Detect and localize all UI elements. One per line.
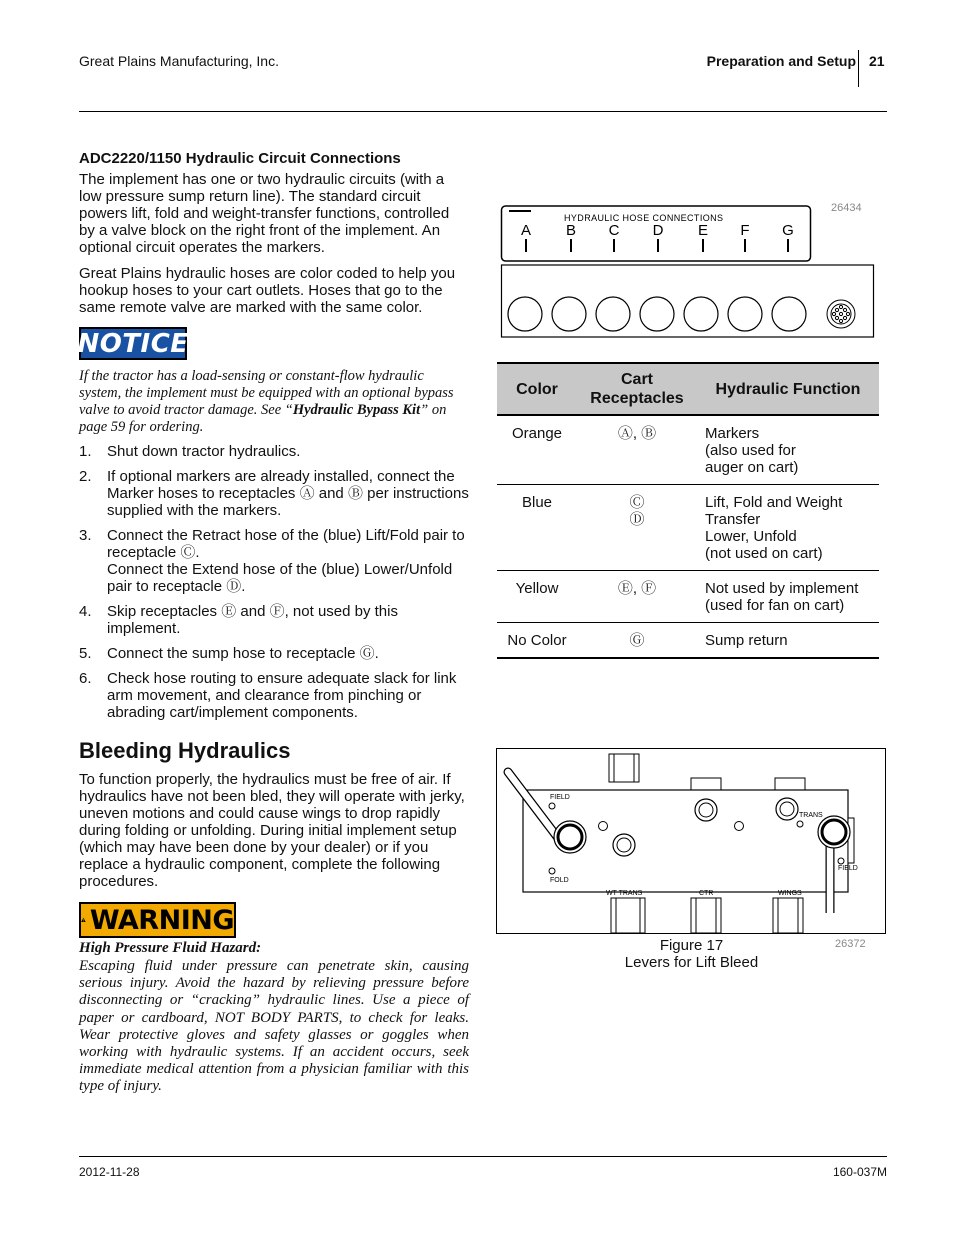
decal-letter-a: A — [520, 222, 532, 239]
cell-function — [697, 485, 879, 571]
function-line: (also used for — [705, 442, 796, 459]
step-item — [79, 468, 469, 519]
section-heading-circuits: ADC2220/1150 Hydraulic Circuit Connections — [79, 150, 401, 167]
col-header-function: Hydraulic Function — [697, 363, 879, 415]
label-fold: FOLD — [550, 877, 569, 884]
step-number: 5. — [79, 645, 92, 662]
circuits-paragraph-2: Great Plains hydraulic hoses are color coded to help you hookup hoses to your cart outlets. Hoses that go to the same remote valve are marked with the same color. — [79, 265, 456, 316]
table-header-row — [497, 363, 879, 415]
label-ctr: CTR — [699, 890, 714, 897]
step-number: 1. — [79, 443, 92, 460]
warning-triangle-icon — [81, 908, 86, 932]
cell-function — [697, 415, 879, 485]
function-line: (not used on cart) — [705, 545, 823, 562]
notice-link-bypass-kit[interactable]: Hydraulic Bypass Kit — [292, 402, 421, 418]
step-item — [79, 603, 469, 637]
footer-date: 2012-11-28 — [79, 1165, 140, 1179]
receptacle-label: Ⓐ, Ⓑ — [617, 425, 657, 442]
step-item — [79, 527, 469, 595]
cell-receptacles — [577, 623, 697, 659]
notice-text — [79, 368, 469, 436]
bleeding-paragraph: To function properly, the hydraulics must be free of air. If hydraulics have not been bled, they will operate with jerky, uneven motions and could cause wings to drop rapidly during folding or unfolding. During initial implement setup (which may have been done by your dealer) or if you replace a hydraulic component, complete the following procedures. — [79, 771, 465, 890]
cell-color: Yellow — [497, 571, 577, 623]
footer-doc-number: 160-037M — [832, 1165, 887, 1179]
function-line: Lower, Unfold — [705, 528, 797, 545]
step-number: 3. — [79, 527, 92, 544]
step-text: Connect the sump hose to receptacle Ⓖ. — [107, 645, 379, 662]
table-row — [497, 571, 879, 623]
receptacle-label: Ⓔ, Ⓕ — [617, 580, 657, 597]
step-text: Shut down tractor hydraulics. — [107, 443, 301, 460]
step-text: Connect the Retract hose of the (blue) Lift/Fold pair to receptacle Ⓒ. — [107, 527, 465, 561]
function-line: Sump return — [705, 632, 788, 649]
decal-letter-f: F — [740, 222, 750, 239]
receptacle-label: Ⓓ — [629, 511, 645, 528]
header-rule — [79, 111, 887, 112]
figure-number-26372: 26372 — [835, 938, 866, 950]
function-line: Lift, Fold and Weight Transfer — [705, 494, 843, 528]
circuits-paragraph-1: The implement has one or two hydraulic circuits (with a low pressure sump return line). The standard circuit powers lift, fold and weight-transfer functions, controlled by a valve block on the right front of the implement. An optional circuit operates the markers. — [79, 171, 450, 256]
label-wings: WINGS — [778, 890, 802, 897]
table-row — [497, 415, 879, 485]
decal-letter-d: D — [652, 222, 664, 239]
hose-connections-figure — [500, 204, 876, 338]
function-line: Markers — [705, 425, 760, 442]
cell-receptacles — [577, 415, 697, 485]
cell-function — [697, 623, 879, 659]
warning-label: WARNING — [89, 904, 234, 936]
cell-color: Orange — [497, 415, 577, 485]
receptacle-label: Ⓒ — [629, 494, 645, 511]
footer-rule — [79, 1156, 887, 1157]
notice-label: NOTICE — [77, 328, 189, 359]
section-heading-bleeding: Bleeding Hydraulics — [79, 738, 291, 763]
cell-receptacles — [577, 485, 697, 571]
step-text: Skip receptacles Ⓔ and Ⓕ, not used by this implement. — [107, 603, 398, 637]
cell-function — [697, 571, 879, 623]
warning-body: Escaping fluid under pressure can penetrate skin, causing serious injury. Avoid the hazard by relieving pressure before disconnecting or “cracking” hydraulic lines. Use a piece of paper or cardboard, NOT BODY PARTS, to check for leaks. Wear protective gloves and safety glasses or goggles when working with hydraulic systems. If an accident occurs, seek immediate medical attention from a physician familiar with this type of injury. — [79, 958, 469, 1095]
step-number: 6. — [79, 670, 92, 687]
step-item — [79, 670, 469, 721]
decal-title: HYDRAULIC HOSE CONNECTIONS — [564, 213, 724, 223]
step-text: If optional markers are already installed, connect the Marker hoses to receptacles Ⓐ and Ⓑ per instructions supplied with the markers. — [107, 468, 469, 519]
decal-letter-b: B — [565, 222, 577, 239]
decal-letter-e: E — [697, 222, 709, 239]
function-line: auger on cart) — [705, 459, 799, 476]
step-item — [79, 443, 469, 460]
function-line: (used for fan on cart) — [705, 597, 845, 614]
table-row — [497, 485, 879, 571]
figure-caption-title: Levers for Lift Bleed — [624, 954, 759, 971]
label-trans: TRANS — [799, 812, 823, 819]
figure-caption — [497, 937, 886, 971]
figure-number-26434: 26434 — [831, 202, 862, 214]
warning-heading: High Pressure Fluid Hazard: — [79, 940, 262, 956]
decal-letter-g: G — [782, 222, 794, 239]
warning-badge — [79, 902, 236, 938]
notice-text-a: If the tractor has a load-sensing or constant-flow hydraulic system, the implement must be equipped with an optional bypass valve to avoid tractor damage. See “ — [79, 368, 454, 418]
table-row — [497, 623, 879, 659]
receptacle-label: Ⓖ — [629, 632, 645, 649]
cell-color: No Color — [497, 623, 577, 659]
figure-caption-number: Figure 17 — [659, 937, 724, 954]
label-wt-trans: WT TRANS — [606, 890, 643, 897]
function-line: Not used by implement — [705, 580, 859, 597]
cell-color: Blue — [497, 485, 577, 571]
step-number: 2. — [79, 468, 92, 485]
col-header-color: Color — [497, 363, 577, 415]
page-number: 21 — [869, 53, 885, 69]
cell-receptacles — [577, 571, 697, 623]
decal-letter-c: C — [608, 222, 620, 239]
hookup-steps — [79, 443, 469, 729]
step-text-2: Connect the Extend hose of the (blue) Lower/Unfold pair to receptacle Ⓓ. — [107, 561, 453, 595]
header-company: Great Plains Manufacturing, Inc. — [79, 53, 279, 69]
notice-text-b: ” on page 59 for ordering. — [79, 402, 447, 435]
col-header-receptacles: Cart Receptacles — [577, 363, 697, 415]
hose-color-table — [497, 362, 879, 659]
notice-badge — [79, 327, 187, 360]
step-text: Check hose routing to ensure adequate slack for link arm movement, and clearance from pinching or abrading cart/implement components. — [107, 670, 457, 721]
step-number: 4. — [79, 603, 92, 620]
label-field-left: FIELD — [550, 794, 570, 801]
header-section: Preparation and Setup — [706, 53, 856, 69]
label-field-right: FIELD — [838, 865, 858, 872]
header-divider — [858, 50, 859, 87]
step-item — [79, 645, 469, 662]
lift-bleed-levers-figure — [496, 748, 887, 936]
